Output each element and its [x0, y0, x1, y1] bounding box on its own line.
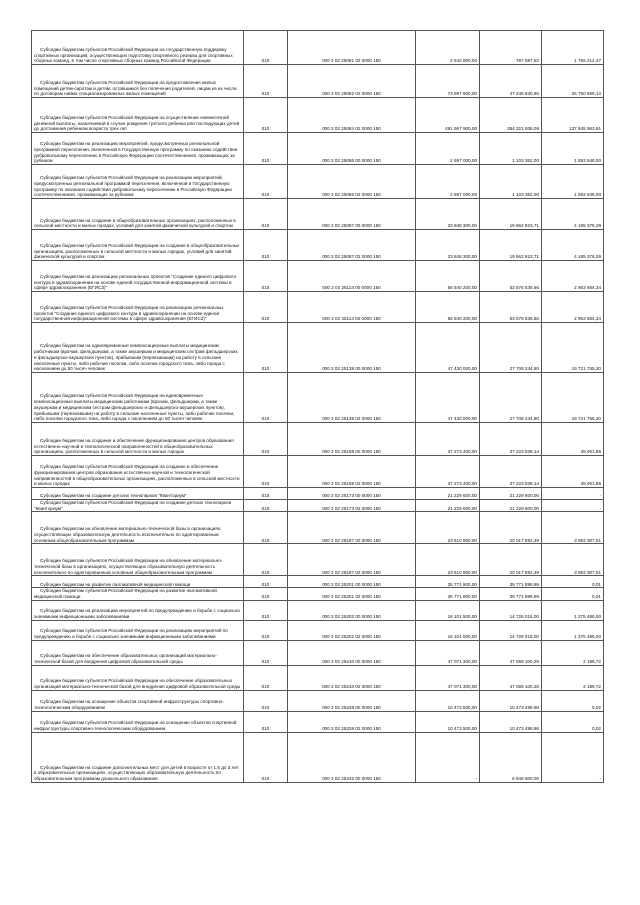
row-name-text: Субсидии бюджетам субъектов Российской Федерации на реализацию мероприятий по предупреждению и борьбе с социально значимыми инфекционными заболеваниями: [34, 628, 228, 640]
row-fact: 14 726 015,00: [480, 620, 542, 640]
row-name-text: Субсидии бюджетам на создание в общеобразовательных организациях, расположенных в сельской местности и малых городах, условий для занятий физической культурой и спортом: [34, 217, 236, 229]
row-kbk: 000 2 02 25187 02 0000 150: [288, 544, 416, 576]
row-rest: 2 199,72: [542, 665, 604, 690]
table-row: [32, 456, 604, 488]
row-plan: 37 273 400,00: [416, 456, 480, 488]
row-kbk: 000 2 02 25169 02 0000 150: [288, 456, 416, 488]
table-row: [32, 665, 604, 690]
row-code: 010: [244, 65, 288, 98]
row-name: [32, 423, 244, 456]
row-rest: 1 593 648,00: [542, 165, 604, 199]
row-fact: 37 223 938,14: [480, 423, 542, 456]
table-row: [32, 500, 604, 512]
row-kbk: 000 2 02 25138 00 0000 150: [288, 323, 416, 373]
row-code: 010: [244, 640, 288, 665]
row-name-text: Субсидии бюджетам субъектов Российской Федерации на реализацию мероприятий, предусмотренных региональной программой переселения, включенной в Государственную программу по оказанию содействия добровольному переселению в Российскую Федерацию соотечественников, проживающих за рубежом: [34, 175, 232, 198]
row-kbk: 000 2 02 25201 00 0000 150: [288, 576, 416, 588]
budget-table-body: [32, 31, 604, 783]
row-rest: 2 963 664,34: [542, 292, 604, 323]
table-row: [32, 31, 604, 65]
row-kbk: 000 2 02 25228 02 0000 150: [288, 711, 416, 732]
row-rest: 26 750 969,13: [542, 65, 604, 98]
row-rest: 2 963 664,34: [542, 261, 604, 292]
row-code: 010: [244, 292, 288, 323]
row-name-text: Субсидии бюджетам субъектов Российской Федерации на предоставление жилых помещений детям-сиротам и детям, оставшимся без попечения родителей, лицам из их числа по договорам найма специализированных жилых помещений: [34, 79, 237, 97]
row-fact: 354 321 936,09: [480, 98, 542, 133]
row-rest: 0,02: [542, 690, 604, 711]
row-rest: 2 199,72: [542, 640, 604, 665]
row-fact: 37 223 938,14: [480, 456, 542, 488]
row-name: [32, 230, 244, 261]
row-code: 010: [244, 323, 288, 373]
row-name: [32, 732, 244, 782]
row-fact: 27 708 244,80: [480, 373, 542, 423]
row-fact: 35 771 899,99: [480, 588, 542, 600]
row-name-text: Субсидии бюджетам на создание детских технопарков "Кванториум": [40, 493, 187, 499]
row-code: 010: [244, 423, 288, 456]
row-plan: 21 229 600,00: [416, 488, 480, 500]
row-fact: 19 662 923,71: [480, 199, 542, 230]
table-row: [32, 292, 604, 323]
table-row: [32, 199, 604, 230]
row-name: [32, 323, 244, 373]
row-rest: 49 461,86: [542, 456, 604, 488]
table-row: [32, 544, 604, 576]
row-plan: 16 101 500,00: [416, 620, 480, 640]
row-kbk: 000 2 02 25084 02 0000 150: [288, 98, 416, 133]
row-name: [32, 133, 244, 165]
row-rest: 4 185 376,29: [542, 230, 604, 261]
row-plan: 35 771 900,00: [416, 588, 480, 600]
row-code: 010: [244, 98, 288, 133]
row-code: 010: [244, 165, 288, 199]
table-row: [32, 98, 604, 133]
row-fact: 21 229 600,00: [480, 488, 542, 500]
row-plan: 47 430 000,00: [416, 323, 480, 373]
row-name: [32, 165, 244, 199]
table-row: [32, 512, 604, 544]
row-fact: 6 648 500,00: [480, 732, 542, 782]
row-code: 010: [244, 456, 288, 488]
table-row: [32, 261, 604, 292]
row-name: [32, 620, 244, 640]
row-kbk: 000 2 02 25081 02 0000 150: [288, 31, 416, 65]
table-row: [32, 640, 604, 665]
row-plan: 2 542 800,00: [416, 31, 480, 65]
row-name: [32, 500, 244, 512]
row-name-text: Субсидии бюджетам субъектов Российской Федерации на создание детских технопарков "Кванториум": [34, 500, 232, 511]
row-name: [32, 690, 244, 711]
row-code: 010: [244, 133, 288, 165]
row-name: [32, 711, 244, 732]
row-rest: 0,02: [542, 711, 604, 732]
row-kbk: 000 2 02 25114 00 0000 150: [288, 261, 416, 292]
table-row: [32, 230, 604, 261]
row-plan: 73 997 900,00: [416, 65, 480, 98]
row-fact: 20 017 592,49: [480, 544, 542, 576]
row-plan: 23 610 900,00: [416, 512, 480, 544]
row-name: [32, 261, 244, 292]
row-rest: 3 593 307,51: [542, 544, 604, 576]
budget-table: [31, 30, 604, 783]
row-kbk: 000 2 02 25202 00 0000 150: [288, 600, 416, 620]
row-kbk: 000 2 02 25232 00 0000 150: [288, 732, 416, 782]
row-code: 010: [244, 500, 288, 512]
row-kbk: 000 2 02 25210 00 0000 150: [288, 640, 416, 665]
row-name-text: Субсидии бюджетам на развитие паллиативной медицинской помощи: [40, 581, 191, 587]
table-row: [32, 576, 604, 588]
row-fact: 53 576 535,66: [480, 261, 542, 292]
row-fact: 47 069 100,28: [480, 640, 542, 665]
row-code: 010: [244, 261, 288, 292]
row-kbk: 000 2 02 25086 02 0000 150: [288, 165, 416, 199]
table-row: [32, 732, 604, 782]
row-kbk: 000 2 02 25169 00 0000 150: [288, 423, 416, 456]
row-rest: 0,01: [542, 588, 604, 600]
row-name-text: Субсидии бюджетам на создание и обеспечение функционирования центров образования естественно-научной и технологической направленностей в общеобразовательных организациях, расположенных в сельской местности и малых городах: [34, 437, 234, 455]
row-name: [32, 600, 244, 620]
row-fact: 20 017 592,49: [480, 512, 542, 544]
row-kbk: 000 2 02 25082 02 0000 150: [288, 65, 416, 98]
row-rest: -: [542, 500, 604, 512]
table-row: [32, 323, 604, 373]
row-rest: 19 721 755,20: [542, 373, 604, 423]
row-name-text: Субсидии бюджетам на оснащение объектов спортивной инфраструктуры спортивно-технологическим оборудованием: [34, 699, 224, 711]
row-fact: 14 726 015,00: [480, 600, 542, 620]
row-fact: 47 246 930,65: [480, 65, 542, 98]
row-kbk: 000 2 02 25097 02 0000 150: [288, 230, 416, 261]
row-code: 010: [244, 711, 288, 732]
row-fact: 1 103 352,00: [480, 133, 542, 165]
row-kbk: 000 2 02 25138 02 0000 150: [288, 373, 416, 423]
row-name: [32, 292, 244, 323]
row-name: [32, 665, 244, 690]
row-plan: 23 848 300,00: [416, 230, 480, 261]
row-rest: -: [542, 732, 604, 782]
row-kbk: 000 2 02 25228 00 0000 150: [288, 690, 416, 711]
table-row: [32, 133, 604, 165]
row-name: [32, 65, 244, 98]
row-name-text: Субсидии бюджетам на реализацию региональных проектов "Создание единого цифрового контура в здравоохранении на основе единой государственной информационной системы в сфере здравоохранения (ЕГИСЗ)": [34, 273, 237, 291]
row-fact: 53 576 535,66: [480, 292, 542, 323]
row-code: 010: [244, 576, 288, 588]
row-plan: 491 967 900,00: [416, 98, 480, 133]
table-row: [32, 373, 604, 423]
row-name: [32, 640, 244, 665]
row-name-text: Субсидии бюджетам субъектов Российской Федерации на обеспечение образовательных организаций материально-технической базой для внедрения цифровой образовательной среды: [34, 678, 241, 690]
row-kbk: 000 2 02 25086 00 0000 150: [288, 133, 416, 165]
row-name-text: Субсидии бюджетам на обновление материально-технической базы в организациях, осуществляющих образовательную деятельность исключительно по адаптированным основным общеобразовательным программам: [34, 526, 222, 543]
row-plan: 16 101 500,00: [416, 600, 480, 620]
row-rest: 1 593 648,00: [542, 133, 604, 165]
row-plan: -: [416, 732, 480, 782]
row-name-text: Субсидии бюджетам субъектов Российской Федерации на создание в общеобразовательных организациях, расположенных в сельской местности и малых городах, условий для занятий физической культурой и спортом: [34, 242, 240, 260]
row-code: 010: [244, 512, 288, 544]
row-fact: 35 771 899,99: [480, 576, 542, 588]
table-row: [32, 423, 604, 456]
row-kbk: 000 2 02 25187 00 0000 150: [288, 512, 416, 544]
row-name-text: Субсидии бюджетам субъектов Российской Федерации на осуществление ежемесячной денежной выплаты, назначаемой в случае рождения третьего ребенка или последующих детей до достижения ребенком возраста трех лет: [34, 114, 240, 132]
row-rest: 137 645 963,91: [542, 98, 604, 133]
row-kbk: 000 2 02 25201 02 0000 150: [288, 588, 416, 600]
row-name-text: Субсидии бюджетам субъектов Российской Федерации на обновление материально-технической базы в организациях, осуществляющих образовательную деятельность исключительно по адаптированным основным общеобразовательным программам: [34, 558, 223, 575]
table-row: [32, 588, 604, 600]
row-name: [32, 544, 244, 576]
row-kbk: 000 2 02 25097 00 0000 150: [288, 199, 416, 230]
row-code: 010: [244, 665, 288, 690]
row-plan: 37 273 400,00: [416, 423, 480, 456]
row-fact: 27 708 244,80: [480, 323, 542, 373]
row-plan: 10 473 500,00: [416, 711, 480, 732]
row-code: 010: [244, 488, 288, 500]
row-name: [32, 588, 244, 600]
row-rest: 1 375 485,00: [542, 600, 604, 620]
row-rest: 49 461,86: [542, 423, 604, 456]
row-plan: 23 848 300,00: [416, 199, 480, 230]
row-plan: 56 540 200,00: [416, 261, 480, 292]
row-name: [32, 512, 244, 544]
row-name-text: Субсидии бюджетам субъектов Российской Федерации на оснащение объектов спортивной инфраструктуры спортивно-технологическим оборудованием: [34, 720, 237, 732]
row-plan: 2 697 000,00: [416, 165, 480, 199]
row-rest: 19 721 755,20: [542, 323, 604, 373]
row-plan: 10 473 500,00: [416, 690, 480, 711]
row-code: 010: [244, 732, 288, 782]
row-name: [32, 488, 244, 500]
row-name-text: Субсидии бюджетам субъектов Российской Федерации на государственную поддержку спортивных организаций, осуществляющих подготовку спортивного резерва для спортивных сборных команд, в том числе спортивных сборных команд Российской Федерации: [34, 46, 233, 64]
row-code: 010: [244, 31, 288, 65]
row-name-text: Субсидии бюджетам на создание дополнительных мест для детей в возрасте от 1,5 до 3 лет в образовательных организациях, осуществляющих образовательную деятельность по образовательным программам дошкольного образования: [34, 764, 239, 782]
row-name: [32, 98, 244, 133]
row-plan: 47 071 300,00: [416, 640, 480, 665]
row-code: 010: [244, 544, 288, 576]
table-row: [32, 600, 604, 620]
row-name-text: Субсидии бюджетам субъектов Российской Федерации на развитие паллиативной медицинской помощи: [34, 588, 217, 600]
row-kbk: 000 2 02 25173 00 0000 150: [288, 488, 416, 500]
table-row: [32, 488, 604, 500]
row-plan: 47 071 300,00: [416, 665, 480, 690]
row-rest: 0,01: [542, 576, 604, 588]
row-code: 010: [244, 690, 288, 711]
row-code: 010: [244, 588, 288, 600]
row-name-text: Субсидии бюджетам на реализацию мероприятий по предупреждению и борьбе с социально значимыми инфекционными заболеваниями: [34, 608, 240, 620]
row-code: 010: [244, 373, 288, 423]
row-fact: 10 473 499,98: [480, 711, 542, 732]
row-code: 010: [244, 620, 288, 640]
row-name-text: Субсидии бюджетам субъектов Российской Федерации на реализацию региональных проектов "Создание единого цифрового контура в здравоохранении на основе единой государственной информационной системы в сфере здравоохранения (ЕГИСЗ)": [34, 304, 224, 322]
row-fact: 10 473 499,98: [480, 690, 542, 711]
row-rest: 3 593 307,51: [542, 512, 604, 544]
report-page: [31, 30, 603, 783]
row-name: [32, 456, 244, 488]
row-name: [32, 199, 244, 230]
row-fact: 21 229 600,00: [480, 500, 542, 512]
row-kbk: 000 2 02 25114 02 0000 150: [288, 292, 416, 323]
row-rest: -: [542, 488, 604, 500]
table-row: [32, 165, 604, 199]
row-name: [32, 373, 244, 423]
table-row: [32, 65, 604, 98]
row-code: 010: [244, 230, 288, 261]
row-name-text: Субсидии бюджетам на обеспечение образовательных организаций материально-технической базой для внедрения цифровой образовательной среды: [34, 653, 217, 665]
row-kbk: 000 2 02 25173 02 0000 150: [288, 500, 416, 512]
row-rest: 4 185 376,29: [542, 199, 604, 230]
row-plan: 2 697 000,00: [416, 133, 480, 165]
row-fact: 787 587,53: [480, 31, 542, 65]
row-name-text: Субсидии бюджетам на реализацию мероприятий, предусмотренных региональной программой переселения, включенной в Государственную программу по оказанию содействия добровольному переселению в Российскую Федерацию соотечественников, проживающих за рубежом: [34, 141, 238, 164]
row-fact: 47 069 100,28: [480, 665, 542, 690]
row-plan: 23 610 900,00: [416, 544, 480, 576]
row-name: [32, 31, 244, 65]
row-fact: 1 103 352,00: [480, 165, 542, 199]
table-row: [32, 690, 604, 711]
row-code: 010: [244, 600, 288, 620]
row-plan: 21 229 600,00: [416, 500, 480, 512]
row-kbk: 000 2 02 25202 02 0000 150: [288, 620, 416, 640]
table-row: [32, 620, 604, 640]
row-plan: 56 540 200,00: [416, 292, 480, 323]
row-plan: 47 430 000,00: [416, 373, 480, 423]
row-kbk: 000 2 02 25210 02 0000 150: [288, 665, 416, 690]
row-rest: 1 375 485,00: [542, 620, 604, 640]
row-name-text: Субсидии бюджетам субъектов Российской Федерации на создание и обеспечение функционирования центров образования естественно-научной и технологической направленностей в общеобразовательных организациях, расположенных в сельской местности и малых городах: [34, 464, 240, 487]
row-plan: 35 771 900,00: [416, 576, 480, 588]
row-fact: 19 662 923,71: [480, 230, 542, 261]
row-name: [32, 576, 244, 588]
row-name-text: Субсидии бюджетам субъектов Российской Федерации на единовременные компенсационные выплаты медицинским работникам (врачам, фельдшерам, а также акушеркам и медицинским сестрам фельдшерских и фельдшерско-акушерских пунктов), прибывшим (переехавшим) на работу в сельские населенные пункты, либо рабочие поселки, либо поселки городского типа, либо города с населением до 50 тысяч человек: [34, 393, 235, 422]
row-rest: 1 755 212,47: [542, 31, 604, 65]
row-code: 010: [244, 199, 288, 230]
table-row: [32, 711, 604, 732]
row-name-text: Субсидии бюджетам на единовременные компенсационные выплаты медицинским работникам (врачам, фельдшерам, а также акушеркам и медицинским сестрам фельдшерских и фельдшерско-акушерских пунктов), прибывшим (переехавшим) на работу в сельские населенные пункты, либо рабочие поселки, либо поселки городского типа, либо города с населением до 50 тысяч человек: [34, 343, 238, 372]
